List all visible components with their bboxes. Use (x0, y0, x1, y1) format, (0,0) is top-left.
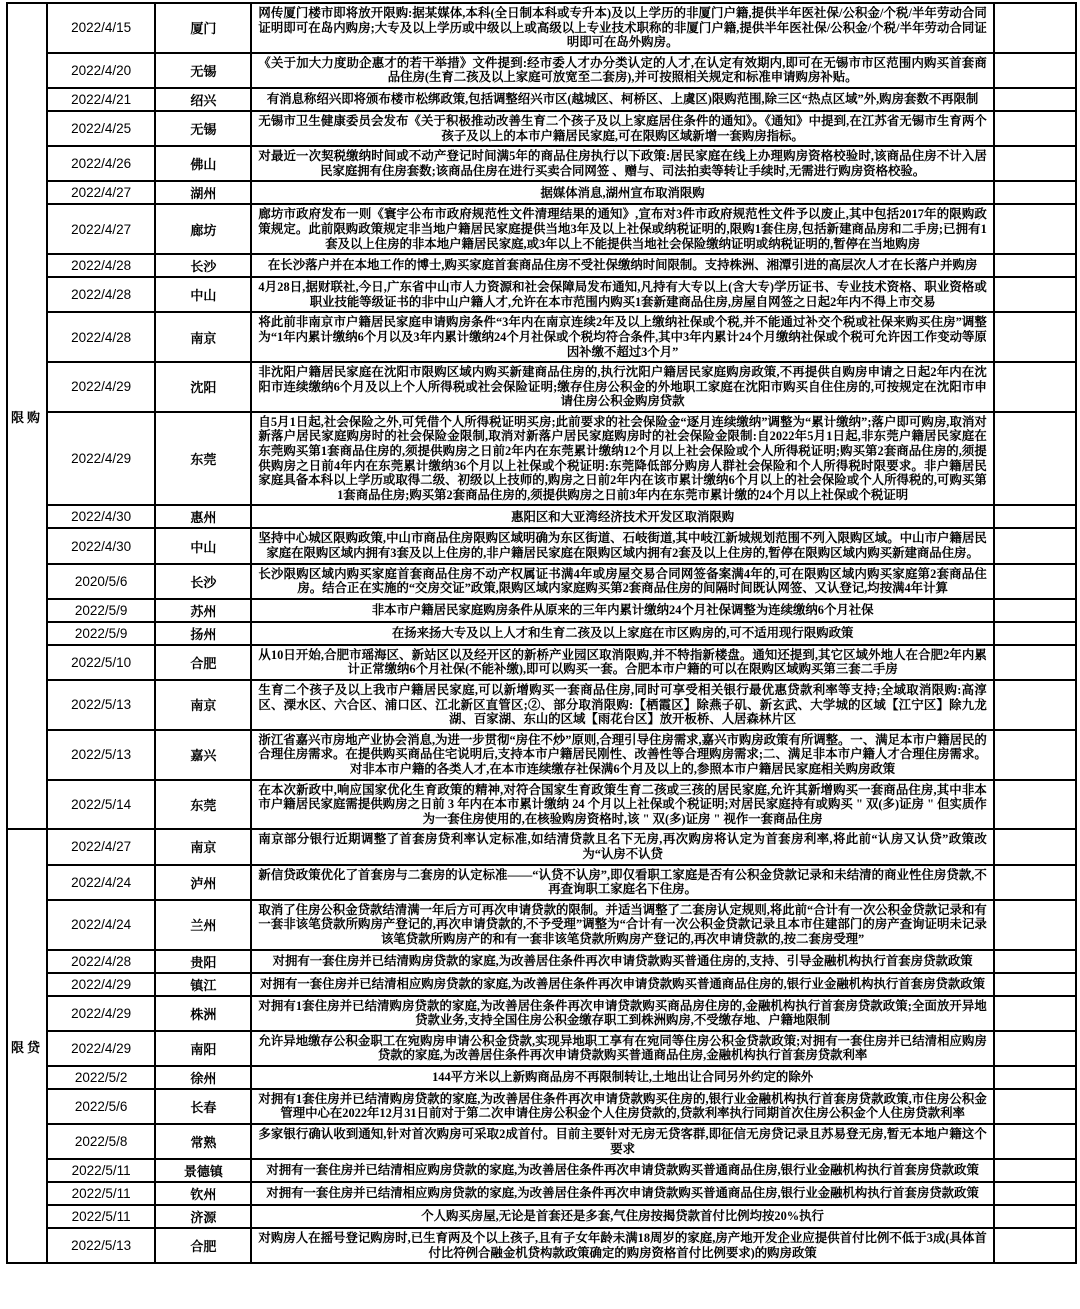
note-cell (994, 88, 1076, 111)
date-cell: 2022/5/10 (47, 645, 155, 680)
note-cell (994, 900, 1076, 950)
table-row (7, 1182, 1076, 1205)
table-row (7, 505, 1076, 528)
policy-cell: 网传厦门楼市即将放开限购:据某媒体,本科(全日制本科或专升本)及以上学历的非厦门户籍,提供半年医社保/公积金/个税/半年劳动合同证明即可在岛内购房;大专及以上学历或中级以上或高级以上专业技术职称的非厦门户籍,提供半年医社保/公积金/个税/半年劳动合同证明即可在岛外购房。 (251, 3, 993, 53)
city-cell: 惠州 (155, 505, 251, 528)
policy-cell: 允许异地缴存公积金职工在宛购房申请公积金贷款,实现异地职工享有在宛同等住房公积金贷款政策;对拥有一套住房并已结清相应购房贷款的家庭,为改善居住条件再次申请贷款购买普通商品住房,金融机构执行首套房贷款利率 (251, 1031, 993, 1066)
note-cell (994, 645, 1076, 680)
date-cell: 2022/5/13 (47, 730, 155, 780)
policy-cell: 自5月1日起,社会保险之外,可凭借个人所得税证明买房;此前要求的社会保险金“逐月连续缴纳”调整为“累计缴纳”;落户即可购房,取消对新落户居民家庭购房时的社会保险金限制,取消对新落户居民家庭购房时的社会保险金限制:自2022年5月1日起,非东莞户籍居民家庭在东莞购买第1套商品住房的,须提供购房之日前2年内在东莞累计缴纳12个月以上社会保险或个人所得税证明;购买第2套商品住房的,须提供购房之日前4年内在东莞累计缴纳36个月以上社保或个税证明:东莞降低部分购房人群社会保险和个人所得税时限要求。非户籍居民家庭具备本科以上学历或取得二级、初级以上技师的,购房之日前2年内在该市累计缴纳6个月以上的社会保险或个人所得税的,可购买第1套商品住房;购买第2套商品住房的,须提供购房之日前3年内在东莞市累计缴的24个月以上社保或个税证明 (251, 412, 993, 506)
city-cell: 绍兴 (155, 88, 251, 111)
date-cell: 2022/4/29 (47, 1031, 155, 1066)
table-row (7, 53, 1076, 88)
note-cell (994, 528, 1076, 563)
policy-cell: 据媒体消息,湖州宣布取消限购 (251, 181, 993, 204)
city-cell: 厦门 (155, 3, 251, 53)
date-cell: 2022/4/29 (47, 996, 155, 1031)
date-cell: 2022/4/28 (47, 254, 155, 277)
date-cell: 2022/5/2 (47, 1066, 155, 1089)
note-cell (994, 1089, 1076, 1124)
table-row (7, 1089, 1076, 1124)
date-cell: 2022/5/11 (47, 1182, 155, 1205)
city-cell: 嘉兴 (155, 730, 251, 780)
table-row (7, 829, 1076, 864)
note-cell (994, 254, 1076, 277)
note-cell (994, 622, 1076, 645)
policy-cell: 南京部分银行近期调整了首套房贷利率认定标准,如结清贷款且名下无房,再次购房将认定为首套房利率,将此前“认房又认贷”政策改为“认房不认贷 (251, 829, 993, 864)
date-cell: 2022/4/25 (47, 111, 155, 146)
policy-cell: 在本次新政中,响应国家优化生育政策的精神,对符合国家生育政策生育二孩或三孩的居民家庭,允许其新增购买一套商品住房,其中非本市户籍居民家庭需提供购房之日前 3 年内在本市累计缴纳 24 个月以上社保或个税证明;对居民家庭持有或购买 " 双(多)证房 " 但实质作为一套住房使用的,在核验购房资格时,该 " 双(多)证房 " 视作一套商品住房 (251, 780, 993, 830)
note-cell (994, 730, 1076, 780)
city-cell: 钦州 (155, 1182, 251, 1205)
table-row (7, 865, 1076, 900)
table-row (7, 996, 1076, 1031)
city-cell: 长春 (155, 1089, 251, 1124)
table-row (7, 622, 1076, 645)
city-cell: 贵阳 (155, 950, 251, 973)
policy-cell: 对拥有一套住房并已结清相应购房贷款的家庭,为改善居住条件再次申请贷款购买普通商品住房的,银行业金融机构执行首套房贷款政策 (251, 973, 993, 996)
city-cell: 南京 (155, 680, 251, 730)
note-cell (994, 3, 1076, 53)
note-cell (994, 950, 1076, 973)
date-cell: 2022/5/11 (47, 1159, 155, 1182)
policy-cell: 对购房人在摇号登记购房时,已生育两及个以上孩子,且有子女年龄未满18周岁的家庭,房产地开发企业应提供首付比例不低于3成(具体首付比符例合融金机贷构款政策确定的购房资格首付比例要求)的购房政策 (251, 1228, 993, 1263)
note-cell (994, 412, 1076, 506)
city-cell: 湖州 (155, 181, 251, 204)
policy-cell: 惠阳区和大亚湾经济技术开发区取消限购 (251, 505, 993, 528)
date-cell: 2022/4/27 (47, 204, 155, 254)
city-cell: 无锡 (155, 111, 251, 146)
city-cell: 扬州 (155, 622, 251, 645)
note-cell (994, 1066, 1076, 1089)
policy-cell: 对拥有一套住房并已结清购房贷款的家庭,为改善居住条件再次申请贷款购买普通住房的,支持、引导金融机构执行首套房贷款政策 (251, 950, 993, 973)
date-cell: 2020/5/6 (47, 564, 155, 599)
policy-cell: 个人购买房屋,无论是首套还是多套,气住房按揭贷款首付比例均按20%执行 (251, 1205, 993, 1228)
section-label-limit-purchase: 限购 (7, 3, 47, 829)
city-cell: 中山 (155, 277, 251, 312)
city-cell: 株洲 (155, 996, 251, 1031)
date-cell: 2022/5/13 (47, 680, 155, 730)
city-cell: 徐州 (155, 1066, 251, 1089)
city-cell: 无锡 (155, 53, 251, 88)
note-cell (994, 1228, 1076, 1263)
table-row (7, 645, 1076, 680)
date-cell: 2022/5/11 (47, 1205, 155, 1228)
date-cell: 2022/4/15 (47, 3, 155, 53)
note-cell (994, 1031, 1076, 1066)
date-cell: 2022/4/27 (47, 181, 155, 204)
city-cell: 廊坊 (155, 204, 251, 254)
date-cell: 2022/4/20 (47, 53, 155, 88)
note-cell (994, 146, 1076, 181)
table-row (7, 254, 1076, 277)
note-cell (994, 780, 1076, 830)
policy-cell: 对最近一次契税缴纳时间或不动产登记时间满5年的商品住房执行以下政策:居民家庭在线上办理购房资格校验时,该商品住房不计入居民家庭拥有住房套数;该商品住房在进行买卖合同网签 、赠与、司法拍卖等转让手续时,无需进行购房资格校验。 (251, 146, 993, 181)
date-cell: 2022/5/13 (47, 1228, 155, 1263)
note-cell (994, 362, 1076, 412)
table-row (7, 412, 1076, 506)
city-cell: 苏州 (155, 599, 251, 622)
policy-cell: 生育二个孩子及以上我市户籍居民家庭,可以新增购买一套商品住房,同时可享受相关银行最优惠贷款利率等支持;全域取消限购:高淳区、溧水区、六合区、浦口区、江北新区直管区;②、部分取消限购:【栖霞区】除燕子矶、新玄武、大学城的区域【江宁区】除九龙湖、百家湖、东山的区域【雨花台区】放开板桥、人居森林片区 (251, 680, 993, 730)
policy-cell: 在长沙落户并在本地工作的博士,购买家庭首套商品住房不受社保缴纳时间限制。支持株洲、湘潭引进的高层次人才在长落户并购房 (251, 254, 993, 277)
city-cell: 东莞 (155, 780, 251, 830)
table-row (7, 312, 1076, 362)
note-cell (994, 1182, 1076, 1205)
policy-cell: 在扬来扬大专及以上人才和生育二孩及以上家庭在市区购房的,可不适用现行限购政策 (251, 622, 993, 645)
table-row (7, 680, 1076, 730)
city-cell: 南阳 (155, 1031, 251, 1066)
date-cell: 2022/4/21 (47, 88, 155, 111)
table-row (7, 88, 1076, 111)
policy-table-body (7, 3, 1076, 1263)
policy-cell: 新信贷政策优化了首套房与二套房的认定标准——“认贷不认房”,即仅看职工家庭是否有公积金贷款记录和未结清的商业性住房贷款,不再查询职工家庭名下住房。 (251, 865, 993, 900)
city-cell: 兰州 (155, 900, 251, 950)
note-cell (994, 505, 1076, 528)
section-label-limit-loan: 限贷 (7, 829, 47, 1263)
table-row (7, 1228, 1076, 1263)
policy-table (6, 2, 1077, 1264)
policy-cell: 对拥有1套住房并已结清购房贷款的家庭,为改善居住条件再次申请贷款购买住房的,银行业金融机构执行首套房贷款政策,市住房公积金管理中心在2022年12月31日前对于第二次申请住房公积金个人住房贷款的,贷款利率执行同期首次住房公积金个人住房贷款利率 (251, 1089, 993, 1124)
table-row (7, 3, 1076, 53)
city-cell: 济源 (155, 1205, 251, 1228)
policy-cell: 《关于加大力度助企惠才的若干举措》文件提到:经市委人才办分类认定的人才,在认定有效期内,即可在无锡市市区范围内购买首套商品住房(生育二孩及以上家庭可放宽至二套房),并可按照相关规定和标准申请购房补贴。 (251, 53, 993, 88)
note-cell (994, 680, 1076, 730)
city-cell: 镇江 (155, 973, 251, 996)
city-cell: 南京 (155, 312, 251, 362)
policy-cell: 将此前非南京市户籍居民家庭申请购房条件“3年内在南京连续2年及以上缴纳社保或个税,并不能通过补交个税或社保来购买住房”调整为“1年内累计缴纳6个月以及3年内累计缴纳24个月社保或个税均符合条件,其中3年内累计24个月缴纳社保或个税可允许因工作变动等原因补缴不超过3个月” (251, 312, 993, 362)
city-cell: 佛山 (155, 146, 251, 181)
table-row (7, 950, 1076, 973)
table-row (7, 277, 1076, 312)
policy-cell: 长沙限购区域内购买家庭首套商品住房不动产权属证书满4年或房屋交易合同网签备案满4年的,可在限购区域内购买家庭第2套商品住房。结合正在实施的“交房交证”政策,限购区域内家庭购买第2套商品住房的间隔时间既认网签、又认登记,均按满4年计算 (251, 564, 993, 599)
policy-cell: 非本市户籍居民家庭购房条件从原来的三年内累计缴纳24个月社保调整为连续缴纳6个月社保 (251, 599, 993, 622)
policy-cell: 144平方米以上新购商品房不再限制转让,土地出让合同另外约定的除外 (251, 1066, 993, 1089)
table-row (7, 1159, 1076, 1182)
policy-cell: 多家银行确认收到通知,针对首次购房可采取2成首付。目前主要针对无房无贷客群,即征信无房贷记录且苏易登无房,暂无本地户籍这个要求 (251, 1124, 993, 1159)
date-cell: 2022/4/28 (47, 950, 155, 973)
note-cell (994, 53, 1076, 88)
table-row (7, 564, 1076, 599)
city-cell: 中山 (155, 528, 251, 563)
date-cell: 2022/4/29 (47, 362, 155, 412)
city-cell: 长沙 (155, 564, 251, 599)
table-row (7, 599, 1076, 622)
note-cell (994, 181, 1076, 204)
date-cell: 2022/4/30 (47, 505, 155, 528)
date-cell: 2022/4/26 (47, 146, 155, 181)
policy-cell: 非沈阳户籍居民家庭在沈阳市限购区域内购买新建商品住房的,执行沈阳户籍居民家庭购房政策,不再提供自购房申请之日起2年内在沈阳市连续缴纳6个月及以上个人所得税或社会保险证明;缴存住房公积金的外地职工家庭在沈阳市购买自住住房的,可按规定在沈阳市申请住房公积金购房贷款 (251, 362, 993, 412)
date-cell: 2022/5/9 (47, 622, 155, 645)
date-cell: 2022/5/9 (47, 599, 155, 622)
date-cell: 2022/4/28 (47, 277, 155, 312)
policy-cell: 廊坊市政府发布一则《寰宇公布市政府规范性文件清理结果的通知》,宣布对3件市政府规范性文件予以废止,其中包括2017年的限购政策规定。此前限购政策规定非当地户籍居民家庭提供当地3年及以上社保或纳税证明的,限购1套住房,包括新建商品房和二手房;已拥有1套及以上住房的非本地户籍居民家庭,或3年以上不能提供当地社会保险缴纳证明或纳税证明的,暂停在当地购房 (251, 204, 993, 254)
date-cell: 2022/4/30 (47, 528, 155, 563)
city-cell: 长沙 (155, 254, 251, 277)
note-cell (994, 1159, 1076, 1182)
city-cell: 景德镇 (155, 1159, 251, 1182)
table-row (7, 362, 1076, 412)
city-cell: 南京 (155, 829, 251, 864)
policy-cell: 对拥有一套住房并已结清相应购房贷款的家庭,为改善居住条件再次申请贷款购买普通商品住房,银行业金融机构执行首套房贷款政策 (251, 1182, 993, 1205)
table-row (7, 1066, 1076, 1089)
policy-cell: 浙江省嘉兴市房地产业协会消息,为进一步贯彻“房住不炒”原则,合理引导住房需求,嘉兴市购房政策有所调整。一、满足本市户籍居民的合理住房需求。在提供购买商品住宅说明后,支持本市户籍居民刚性、改善性等合理购房需求;二、满足非本市户籍人才合理住房需求。对非本市户籍的各类人才,在本市连续缴存社保满6个月及以上的,参照本市户籍居民家庭相关购房政策 (251, 730, 993, 780)
table-row (7, 1124, 1076, 1159)
table-row (7, 973, 1076, 996)
city-cell: 常熟 (155, 1124, 251, 1159)
city-cell: 沈阳 (155, 362, 251, 412)
date-cell: 2022/5/14 (47, 780, 155, 830)
note-cell (994, 865, 1076, 900)
table-row (7, 146, 1076, 181)
note-cell (994, 829, 1076, 864)
city-cell: 东莞 (155, 412, 251, 506)
note-cell (994, 599, 1076, 622)
policy-cell: 对拥有一套住房并已结清相应购房贷款的家庭,为改善居住条件再次申请贷款购买普通商品住房,银行业金融机构执行首套房贷款政策 (251, 1159, 993, 1182)
date-cell: 2022/4/27 (47, 829, 155, 864)
date-cell: 2022/5/8 (47, 1124, 155, 1159)
policy-cell: 对拥有1套住房并已结清购房贷款的家庭,为改善居住条件再次申请贷款购买商品房住房的,金融机构执行首套房贷款政策;全面放开异地贷款业务,支持全国住房公积金缴存职工到株洲购房,不受缴存地、户籍地限制 (251, 996, 993, 1031)
note-cell (994, 277, 1076, 312)
table-row (7, 111, 1076, 146)
policy-cell: 坚持中心城区限购政策,中山市商品住房限购区域明确为东区街道、石岐街道,其中岐江新城规划范围不列入限购区域。中山市户籍居民家庭在限购区域内拥有3套及以上住房的,非户籍居民家庭在限购区域内拥有2套及以上住房的,暂停在限购区域内购买新建商品住房。 (251, 528, 993, 563)
table-row (7, 900, 1076, 950)
date-cell: 2022/4/24 (47, 865, 155, 900)
date-cell: 2022/4/24 (47, 900, 155, 950)
city-cell: 合肥 (155, 645, 251, 680)
table-row (7, 204, 1076, 254)
policy-cell: 4月28日,据财联社,今日,广东省中山市人力资源和社会保障局发布通知,凡持有大专以上(含大专)学历证书、专业技术资格、职业资格或职业技能等级证书的非中山户籍人才,允许在本市范围内购买1套新建商品住房,房屋自网签之日起2年内不得上市交易 (251, 277, 993, 312)
date-cell: 2022/5/6 (47, 1089, 155, 1124)
table-row (7, 528, 1076, 563)
date-cell: 2022/4/29 (47, 973, 155, 996)
city-cell: 泸州 (155, 865, 251, 900)
table-row (7, 780, 1076, 830)
note-cell (994, 564, 1076, 599)
policy-cell: 无锡市卫生健康委员会发布《关于积极推动改善生育二个孩子及以上家庭居住条件的通知》。《通知》中提到,在江苏省无锡市生育两个孩子及以上的本市户籍居民家庭,可在限购区域新增一套购房指标。 (251, 111, 993, 146)
table-row (7, 730, 1076, 780)
table-row (7, 1031, 1076, 1066)
policy-cell: 取消了住房公积金贷款结清满一年后方可再次申请贷款的限制。并适当调整了二套房认定规则,将此前“合计有一次公积金贷款记录和有一套非该笔贷款所购房产登记的,再次申请贷款的,不予受理”调整为“合计有一次公积金贷款记录且本市住建部门的房产查询证明未记录该笔贷款所购房产的和有一套非该笔贷款所购房产登记的,再次申请贷款的,按二套房受理” (251, 900, 993, 950)
table-row (7, 181, 1076, 204)
note-cell (994, 1124, 1076, 1159)
note-cell (994, 312, 1076, 362)
city-cell: 合肥 (155, 1228, 251, 1263)
table-row (7, 1205, 1076, 1228)
date-cell: 2022/4/29 (47, 412, 155, 506)
date-cell: 2022/4/28 (47, 312, 155, 362)
note-cell (994, 111, 1076, 146)
note-cell (994, 1205, 1076, 1228)
note-cell (994, 973, 1076, 996)
policy-cell: 有消息称绍兴即将颁布楼市松绑政策,包括调整绍兴市区(越城区、柯桥区、上虞区)限购范围,除三区“热点区域”外,购房套数不再限制 (251, 88, 993, 111)
note-cell (994, 996, 1076, 1031)
note-cell (994, 204, 1076, 254)
policy-cell: 从10日开始,合肥市瑶海区、新站区以及经开区的新桥产业园区取消限购,并不特指新楼盘。通知还提到,其它区域外地人在合肥2年内累计正常缴纳6个月社保(不能补缴),即可以购买一套。合肥本市户籍的可以在限购区域购买第三套二手房 (251, 645, 993, 680)
